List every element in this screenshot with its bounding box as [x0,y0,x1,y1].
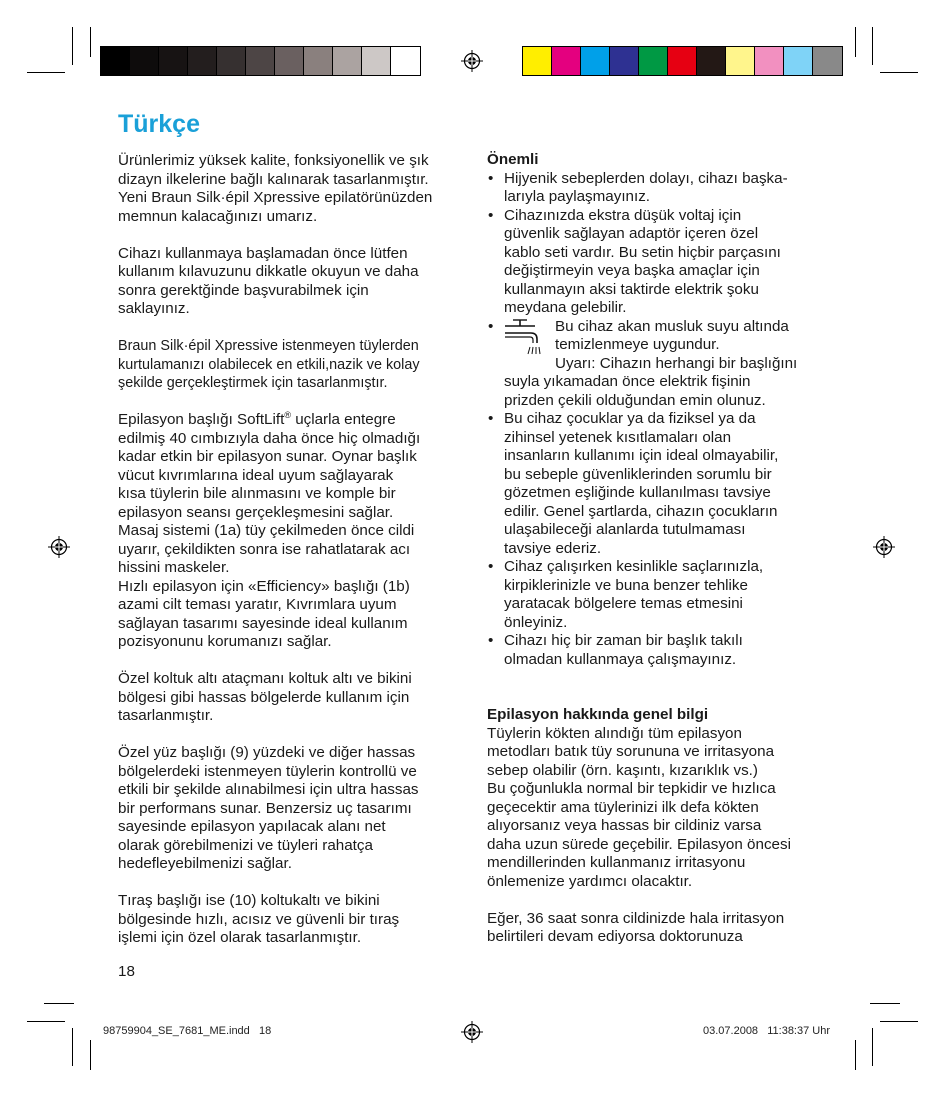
color-swatch [552,47,581,75]
text-line: Cihazı kullanmaya başlamadan önce lütfen [118,244,408,262]
text-line: • Cihazı hiç bir zaman bir başlık takılı [504,632,743,649]
text-line: uyarır, çekildikten sonra ise rahatlatarak acı [118,540,411,558]
text-line: Uyarı: Cihazın herhangi bir başlığını [555,354,798,372]
text-line: kullanmayın aksi taktirde elektrik şoku [504,280,759,298]
text-line: Hızlı epilasyon için «Efficiency» başlığı (1b) [118,577,410,595]
faucet-icon [503,318,545,356]
color-swatch [188,47,217,75]
text-line: tavsiye ederiz. [504,539,602,557]
list-item [487,170,832,207]
softlift-line: Epilasyon başlığı SoftLift® uçlarla entegre [118,409,396,428]
crop-mark-br-h [880,1021,918,1022]
color-swatch [784,47,813,75]
color-swatch [581,47,610,75]
text-line: insanların kullanımı için ideal olmayabilir, [504,447,779,464]
color-swatch [726,47,755,75]
text-line: daha uzun sürede geçebilir. Epilasyon öncesi [487,835,791,853]
face-cap-paragraph [118,744,468,874]
text-line: önlemenize yardımcı olacaktır. [487,872,693,890]
faucet-text-below [504,373,832,410]
text-line: kadar etkin bir epilasyon sunar. Oynar başlık [118,448,417,465]
text-line: metodları batık tüy sorununa ve irritasyona [487,743,775,760]
text-line: prizden çekili olduğundan emin olunuz. [504,391,766,409]
color-swatch [391,47,420,75]
important-list-faucet [487,318,832,411]
text-line: hedefleyebilmenizi sağlar. [118,855,292,872]
text-line: Özel yüz başlığı (9) yüzdeki ve diğer hassas [118,744,416,761]
text-line: önleyiniz. [504,613,568,631]
page-title: Türkçe [118,110,200,138]
text-line: azami cilt teması yaratır, Kıvrımlara uyum [118,596,397,613]
bleed-mark-bl-v [90,1040,91,1070]
color-swatch [755,47,784,75]
crop-mark-tr-v [872,27,873,65]
text-line: kablo seti vardır. Bu setin hiçbir parçasını [504,243,781,261]
color-swatch [304,47,333,75]
text-line: • Bu cihaz çocuklar ya da fiziksel ya da [504,410,756,427]
purpose-paragraph [118,337,468,393]
text-line: belirtileri devam ediyorsa doktorunuza [487,928,743,945]
color-swatch [217,47,246,75]
text-line: bölgesinde hızlı, acısız ve güvenli bir tıraş [118,910,400,928]
crop-mark-bl-v [72,1028,73,1066]
text-line: sonra gerektğinde başvurabilmek için [118,281,369,299]
registration-mark-top-icon [461,50,483,72]
footer-file-name: 98759904_SE_7681_ME.indd 18 [103,1025,272,1037]
text-line: bu sebeple güvenliklerinden sorumlu bir [504,465,772,483]
process-color-bar [522,46,843,76]
grayscale-color-bar [100,46,421,76]
text-line: güvenlik sağlayan adaptör içeren özel [504,225,759,242]
text-line: mendillerinden kullanmanız irritasyonu [487,854,746,871]
epilation-head-paragraph [118,430,468,652]
color-swatch [668,47,697,75]
general-info-paragraph [487,725,832,892]
text-line: • Bu cihaz akan musluk suyu altında [555,317,789,335]
color-swatch [523,47,552,75]
text-line: Tüylerin kökten alındığı tüm epilasyon [487,724,742,742]
text-line: suyla yıkamadan önce elektrik fişinin [504,373,751,390]
faucet-text-beside [504,318,832,374]
text-line: • Cihaz çalışırken kesinlikle saçlarınızla, [504,558,764,575]
text-line: sayesinde epilasyon yapılacak alanı net [118,818,386,835]
text-line: pozisyonunu korumanızı sağlar. [118,633,332,650]
important-heading: Önemli [487,151,539,168]
text-line: temizlenmeye uygundur. [555,336,720,353]
text-line: gözetmen eşliğinde kullanılması tavsiye [504,484,771,501]
color-swatch [275,47,304,75]
general-info-heading: Epilasyon hakkında genel bilgi [487,706,709,723]
color-swatch [246,47,275,75]
bleed-mark-bl-h [44,1003,74,1004]
underarm-paragraph [118,670,468,726]
text-line: • Cihazınızda ekstra düşük voltaj için [504,206,742,224]
color-swatch [813,47,842,75]
crop-mark-tl-h [27,72,65,73]
bleed-mark-tr-v [855,27,856,57]
text-line: kirpiklerinizle ve buna benzer tehlike [504,576,748,594]
crop-mark-br-v [872,1028,873,1066]
text-line: Yeni Braun Silk·épil Xpressive epilatörünüzden [118,189,433,206]
color-swatch [101,47,130,75]
text-line: hissini maskeler. [118,559,230,576]
list-item [487,558,832,632]
left-column [118,152,468,948]
text-line: bölgelerdeki istenmeyen tüylerin kontrollü ve [118,762,417,780]
text-line: sağlayan tasarımı sayesinde ideal kullanım [118,614,408,632]
read-manual-paragraph [118,245,468,319]
crop-mark-bl-h [27,1021,65,1022]
text-line: etkili bir şekilde alınabilmesi için ultra hassas [118,781,419,798]
text-line: değiştirmeyin veya başka amaçlar için [504,262,760,279]
text-line: Eğer, 36 saat sonra cildinizde hala irritasyon [487,909,785,927]
text-line: bir performans sunar. Benzersiz uç tasarımı [118,799,412,817]
text-line: geçecektir ama tüylerinizi ilk defa kökten [487,798,759,816]
text-line: tasarlanmıştır. [118,707,214,724]
footer-timestamp: 03.07.2008 11:38:37 Uhr [703,1025,831,1037]
bleed-mark-br-h [870,1003,900,1004]
text-line: Ürünlerimiz yüksek kalite, fonksiyonellik ve şık [118,152,429,169]
text-line: edilmiş 40 cımbızıyla daha önce hiç olmadığı [118,429,421,447]
list-item [487,632,832,669]
text-line: olarak görebilmenizi ve tüyleri rahatça [118,836,373,854]
text-line: dizayn ilkelerine bağlı kalınarak tasarlanmıştır. [118,170,429,188]
page-number: 18 [118,963,135,980]
text-line: Bu çoğunlukla normal bir tepkidir ve hızlıca [487,780,776,797]
text-line: işlemi için özel olarak tasarlanmıştır. [118,929,362,946]
text-line: bölgesi gibi hassas bölgelerde kullanım için [118,688,410,706]
text-line: memnun kalacağınızı umarız. [118,207,318,225]
text-line: edilir. Genel şartlarda, cihazın çocukların [504,502,778,520]
important-list-b [487,410,832,669]
color-swatch [333,47,362,75]
color-swatch [130,47,159,75]
color-swatch [610,47,639,75]
text-line: sebep olabilir (örn. kaşıntı, kızarıklık vs.) [487,761,758,779]
important-list-a [487,170,832,318]
faucet-bullet [487,318,832,411]
text-line: larıyla paylaşmayınız. [504,188,651,205]
text-line: Özel koltuk altı ataçmanı koltuk altı ve bikini [118,670,412,687]
text-line: alıyorsanız veya hassas bir cildiniz varsa [487,817,762,834]
color-swatch [639,47,668,75]
crop-mark-tr-h [880,72,918,73]
color-swatch [362,47,391,75]
color-swatch [697,47,726,75]
text-line: Braun Silk·épil Xpressive istenmeyen tüylerden [118,338,419,354]
text-line: ulaşabileceği alanlarda tutulmaması [504,521,746,538]
bleed-mark-br-v [855,1040,856,1070]
text-line: zihinsel yetenek kısıtlamaları olan [504,428,732,446]
text-line: vücut kıvrımlarına ideal uyum sağlayarak [118,466,394,484]
text-line: epilasyon seansı gerçekleşmesini sağlar. [118,503,394,521]
intro-paragraph [118,152,468,226]
list-item [487,410,832,558]
text-line: kullanım kılavuzunu dikkatle okuyun ve daha [118,263,419,280]
text-line: Tıraş başlığı ise (10) koltukaltı ve bikini [118,892,380,909]
color-swatch [159,47,188,75]
text-line: saklayınız. [118,300,190,317]
text-line: kısa tüylerin bile alınmasını ve komple bir [118,485,396,502]
text-line: • Hijyenik sebeplerden dolayı, cihazı başka- [504,169,788,187]
text-line: şekilde gerçekleştirmek için tasarlanmıştır. [118,375,388,391]
text-line: kurtulamanızı olabilecek en etkili,nazik ve kolay [118,356,420,373]
registration-mark-right-icon [873,536,895,558]
crop-mark-tl-v [72,27,73,65]
registration-mark-bottom-icon [461,1021,483,1043]
text-line: meydana gelebilir. [504,299,627,316]
text-line: yaratacak bölgelere temas etmesini [504,595,743,612]
right-column [487,151,832,947]
list-item [487,207,832,318]
bleed-mark-tl-v [90,27,91,57]
doctor-paragraph [487,910,832,947]
shaver-head-paragraph [118,892,468,948]
text-line: Masaj sistemi (1a) tüy çekilmeden önce cildi [118,522,415,539]
registration-mark-left-icon [48,536,70,558]
text-line: olmadan kullanmaya çalışmayınız. [504,650,737,668]
